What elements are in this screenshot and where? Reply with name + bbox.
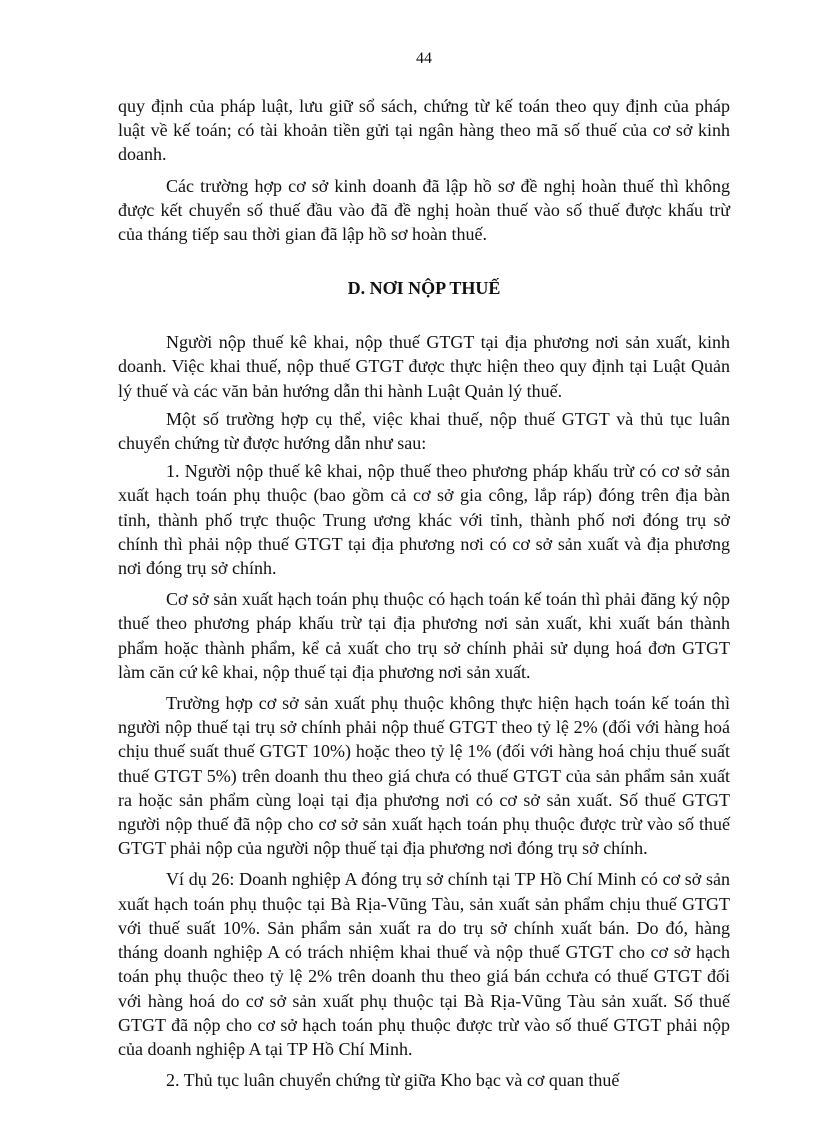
paragraph-item-1: 1. Người nộp thuế kê khai, nộp thuế theo phương pháp khấu trừ có cơ sở sản xuất hạch toán phụ thuộc (bao gồm cả cơ sở gia công, lắp ráp) đóng trên địa bàn tỉnh, thành phố trực thuộc Trung ương khác với tỉnh, thành phố nơi đóng trụ sở chính thì phải nộp thuế GTGT tại địa phương nơi có cơ sở sản xuất và địa phương nơi đóng trụ sở chính. (118, 461, 730, 579)
paragraph-refund-rule: Các trường hợp cơ sở kinh doanh đã lập hồ sơ đề nghị hoàn thuế thì không được kết chuyển số thuế đầu vào đã đề nghị hoàn thuế vào số thuế được khấu trừ của tháng tiếp sau thời gian đã lập hồ sơ hoàn thuế. (118, 175, 730, 245)
paragraph-filing-location: Người nộp thuế kê khai, nộp thuế GTGT tại địa phương nơi sản xuất, kinh doanh. Việc khai thuế, nộp thuế GTGT được thực hiện theo quy định tại Luật Quản lý thuế và các văn bản hướng dẫn thi hành Luật Quản lý thuế. (118, 332, 730, 401)
paragraph-no-accounting: Trường hợp cơ sở sản xuất phụ thuộc không thực hiện hạch toán kế toán thì người nộp thuế tại trụ sở chính phải nộp thuế GTGT theo tỷ lệ 2% (đối với hàng hoá chịu thuế suất thuế GTGT 10%) hoặc theo tỷ lệ 1% (đối với hàng hoá chịu thuế suất thuế GTGT 5%) trên doanh thu theo giá chưa có thuế GTGT của sản phẩm sản xuất ra hoặc sản phẩm cùng loại tại địa phương nơi có cơ sở sản xuất. Số thuế GTGT người nộp thuế đã nộp cho cơ sở sản xuất hạch toán phụ thuộc được trừ vào số thuế GTGT phải nộp của người nộp thuế tại địa phương nơi đóng trụ sở chính. (118, 693, 730, 859)
paragraph-item-2: 2. Thủ tục luân chuyển chứng từ giữa Kho bạc và cơ quan thuế (166, 1070, 620, 1091)
paragraph-specific-cases: Một số trường hợp cụ thể, việc khai thuế, nộp thuế GTGT và thủ tục luân chuyển chứng từ được hướng dẫn như sau: (118, 408, 730, 454)
paragraph-example-26: Ví dụ 26: Doanh nghiệp A đóng trụ sở chính tại TP Hồ Chí Minh có cơ sở sản xuất hạch toán phụ thuộc tại Bà Rịa-Vũng Tàu, sản xuất sản phẩm chịu thuế GTGT với thuế suất 10%. Sản phẩm sản xuất ra do trụ sở chính xuất bán. Do đó, hàng tháng doanh nghiệp A có trách nhiệm khai thuế và nộp thuế GTGT cho cơ sở hạch toán phụ thuộc theo tỷ lệ 2% trên doanh thu theo giá bán cchưa có thuế GTGT đối với hàng hoá do cơ sở sản xuất phụ thuộc tại Bà Rịa-Vũng Tàu sản xuất. Số thuế GTGT đã nộp cho cơ sở hạch toán phụ thuộc được trừ vào số thuế GTGT phải nộp của doanh nghiệp A tại TP Hồ Chí Minh. (118, 869, 730, 1059)
paragraph-continuation: quy định của pháp luật, lưu giữ sổ sách, chứng từ kế toán theo quy định của pháp luật về kế toán; có tài khoản tiền gửi tại ngân hàng theo mã số thuế của cơ sở kinh doanh. (118, 96, 730, 165)
paragraph-dependent-accounting: Cơ sở sản xuất hạch toán phụ thuộc có hạch toán kế toán thì phải đăng ký nộp thuế theo phương pháp khấu trừ tại địa phương nơi sản xuất, khi xuất bán thành phẩm hoặc thành phẩm, kể cả xuất cho trụ sở chính phải sử dụng hoá đơn GTGT làm căn cứ kê khai, nộp thuế tại địa phương nơi sản xuất. (118, 589, 730, 682)
section-heading: D. NƠI NỘP THUẾ (347, 278, 501, 299)
document-body (118, 94, 730, 1092)
page-number: 44 (416, 50, 432, 67)
